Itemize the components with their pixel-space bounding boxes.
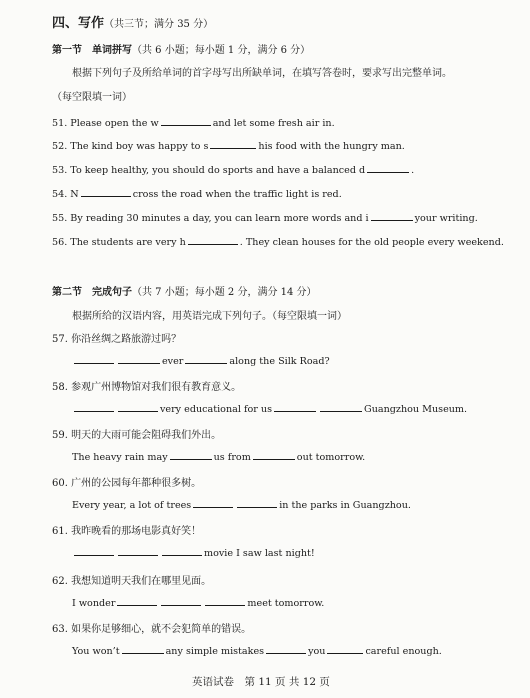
answer-blank[interactable] [122, 644, 164, 654]
answer-blank[interactable] [193, 498, 233, 508]
question-56: 56. The students are very h . They clean houses for the old people every weekend. [52, 237, 504, 248]
answer-blank[interactable] [81, 187, 131, 197]
answer-blank[interactable] [274, 402, 316, 412]
question-62-prompt: 62. 我想知道明天我们在哪里见面。 [52, 576, 212, 587]
answer-blank[interactable] [161, 116, 211, 126]
question-61-sentence: movie I saw last night! [72, 546, 315, 559]
answer-blank[interactable] [210, 139, 256, 149]
answer-blank[interactable] [117, 596, 157, 606]
question-60-prompt: 60. 广州的公园每年都种很多树。 [52, 478, 202, 489]
question-53: 53. To keep healthy, you should do sports and have a balanced d . [52, 165, 415, 176]
answer-blank[interactable] [253, 450, 295, 460]
answer-blank[interactable] [161, 596, 201, 606]
answer-blank[interactable] [320, 402, 362, 412]
question-63-prompt: 63. 如果你足够细心，就不会犯简单的错误。 [52, 624, 252, 635]
answer-blank[interactable] [170, 450, 212, 460]
answer-blank[interactable] [205, 596, 245, 606]
question-59-prompt: 59. 明天的大雨可能会阻碍我们外出。 [52, 430, 222, 441]
question-63-sentence: You won’t any simple mistakes you careful enough. [72, 646, 442, 657]
question-58-sentence: very educational for us Guangzhou Museum. [72, 402, 467, 415]
answer-blank[interactable] [162, 546, 202, 556]
answer-blank[interactable] [237, 498, 277, 508]
answer-blank[interactable] [74, 546, 114, 556]
part2-instruction: 根据所给的汉语内容，用英语完成下列句子。（每空限填一词） [72, 311, 347, 322]
answer-blank[interactable] [185, 354, 227, 364]
page-footer: 英语试卷 第 11 页 共 12 页 [192, 676, 330, 688]
question-54: 54. N cross the road when the traffic light is red. [52, 189, 342, 200]
part1-instruction: 根据下列句子及所给单词的首字母写出所缺单词，在填写答卷时，要求写出完整单词。 [72, 68, 452, 79]
answer-blank[interactable] [118, 402, 158, 412]
answer-blank[interactable] [266, 644, 306, 654]
question-60-sentence: Every year, a lot of trees in the parks in Guangzhou. [72, 500, 411, 511]
question-62-sentence: I wonder meet tomorrow. [72, 598, 325, 609]
answer-blank[interactable] [188, 235, 238, 245]
answer-blank[interactable] [367, 163, 409, 173]
question-58-prompt: 58. 参观广州博物馆对我们很有教育意义。 [52, 382, 242, 393]
section-title: 四、写作（共三节；满分 35 分） [52, 16, 214, 31]
answer-blank[interactable] [371, 211, 413, 221]
question-61-prompt: 61. 我昨晚看的那场电影真好笑！ [52, 526, 202, 537]
part1-instruction-note: （每空限填一词） [52, 92, 132, 103]
answer-blank[interactable] [327, 644, 363, 654]
question-55: 55. By reading 30 minutes a day, you can learn more words and i your writing. [52, 213, 478, 224]
answer-blank[interactable] [74, 402, 114, 412]
answer-blank[interactable] [118, 546, 158, 556]
part1-title: 第一节 单词拼写（共 6 小题；每小题 1 分，满分 6 分） [52, 45, 311, 56]
question-59-sentence: The heavy rain may us from out tomorrow. [72, 452, 366, 463]
answer-blank[interactable] [118, 354, 160, 364]
question-52: 52. The kind boy was happy to s his food with the hungry man. [52, 141, 405, 152]
part2-title: 第二节 完成句子（共 7 小题；每小题 2 分，满分 14 分） [52, 287, 317, 298]
question-57-sentence: ever along the Silk Road? [72, 354, 330, 367]
answer-blank[interactable] [74, 354, 114, 364]
question-57-prompt: 57. 你沿丝绸之路旅游过吗？ [52, 334, 182, 345]
question-51: 51. Please open the w and let some fresh air in. [52, 118, 335, 129]
